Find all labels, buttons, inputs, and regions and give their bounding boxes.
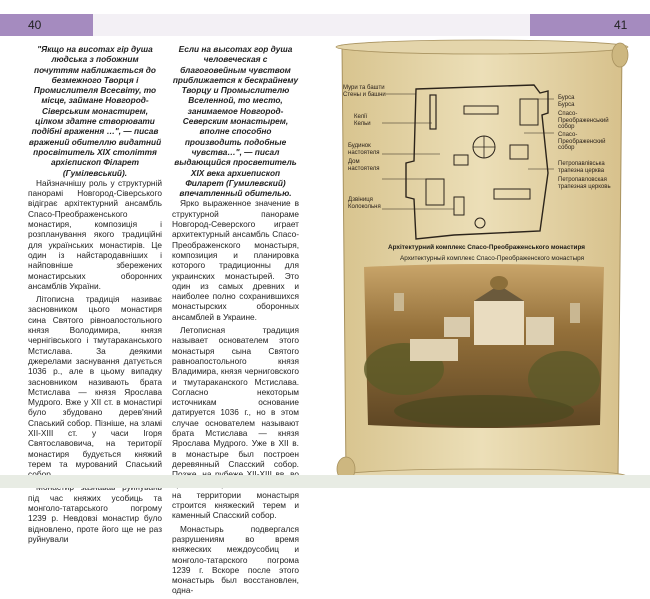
page-number-right: 41 — [614, 18, 628, 32]
middle-paragraph-2: Летописная традиция называет основателем этого монастыря сына Святого равноапостольного князя Владимира, князя черниговского и тмутараканского Мстислава. Согласно некоторым источникам основание датируется 1036 г., но в этом случае основателем называют брата Мстислава — князя Ярослава Мудрого. Уже в XII в. в монастыре был построен деревянный Спасский собор. на территории монастыря строится княжеский терем и каменный Спасский собор. — [172, 325, 299, 521]
left-text-column — [28, 44, 162, 547]
page-tab-left — [0, 14, 93, 36]
middle-paragraph-3: Монастырь подвергался разрушениям во время княжеских междоусобиц и монголо-татарского погрома 1239 г. Вскоре после этого монастырь был восстановлен, одна- — [172, 523, 299, 596]
middle-paragraph-1: Ярко выраженное значение в структурной панораме Новгород-Северского играет архитектурный ансамбль Спасо-Преображенского монастыря, композиция и планировка которого традиционны для украинских монастырей. Это один из самых древних и наиболее полно сохранившихся монастырских оборонных ансамблей в Украине. — [172, 198, 299, 322]
label-bell-tower: Дзвіниця Колокольня — [348, 197, 381, 210]
label-walls-towers: Мури та башти Стены и башни — [343, 85, 386, 98]
label-cells: Келії Кельи — [354, 114, 371, 127]
label-refectory-ru: Петропавловская трапезная церковь — [558, 177, 611, 190]
page-tab-right — [530, 14, 650, 36]
page-number-left: 40 — [28, 18, 42, 32]
middle-text-column — [172, 44, 299, 599]
footer-band — [0, 475, 650, 488]
left-quote: "Якщо на висотах гір душа людська з побожним почуттям наближається до безмежного Творця і Промислителя Всесвіту, то місце, займане Новгород-Сіверським монастирем, цілком здатне створювати подібні враження …", — писав вражений обителлю видатний просвітитель XIX століття архієпископ Філарет (Гумілевський). — [28, 44, 162, 178]
monastery-photo — [364, 264, 604, 428]
left-paragraph-2: Літописна традиція називає засновником цього монастиря сина Святого рівноапостольного князя Володимира, князя чернігівського і тмутараканського Мстислава. За деякими джерелами заснування датується 1036 р., але в цьому випадку засновником називають брата Мстислава — князя Ярослава Мудрого. Вже у XII ст. в монастирі було збудовано дерев'яний Спаський собор. Пізніше, на зламі XII-XIII ст. у часи Ігоря Святославовича, на території монастиря будується княжий терем та мурований Спаський — [28, 294, 162, 469]
middle-quote: Если на высотах гор душа человеческая с благоговейным чувством приближается к бескрайнему Творцу и Промыслителю Вселенной, то место, занимаемое Новгород-Северским монастырем, вполне способно производить подобные чувства…", — писал выдающийся просветитель XIX века архиепископ Филарет (Гумилевский) впечатленный обителью. — [172, 44, 299, 199]
label-bursa: Бурса Бурса — [558, 95, 575, 108]
label-refectory-ua: Петропавлівська трапезна церква — [558, 161, 605, 174]
scroll-illustration — [334, 39, 630, 485]
label-abbot-house-ru: Дом настоятеля — [348, 159, 380, 172]
plan-caption-ru: Архитектурный комплекс Спасо-Преображенского монастыря — [400, 255, 585, 262]
left-paragraph-3: під час княжих усобиць та монголо-татарського погрому 1239 р. Невдовзі монастир було відновлено, проте його ще не раз руйнували — [28, 492, 162, 544]
parchment-scroll — [334, 39, 630, 485]
plan-caption-ua: Архітектурний комплекс Спасо-Преображенського монастиря — [388, 244, 586, 251]
label-abbot-house-ua: Будинок настоятеля — [348, 143, 380, 156]
label-cathedral-ua: Спасо- Преображенський собор — [558, 111, 609, 131]
label-cathedral-ru: Спасо- Преображенский собор — [558, 132, 606, 152]
left-paragraph-1: Найзначнішу роль у структурній панорамі Новгород-Сіверського відіграє архітектурний ансамбль Спасо-Преображенського монастиря, композиція і розпланування якого традиційні для українських монастирів. Це один із найстародавніших і найповніше збережених монастирських оборонних ансамблів України. — [28, 177, 162, 291]
